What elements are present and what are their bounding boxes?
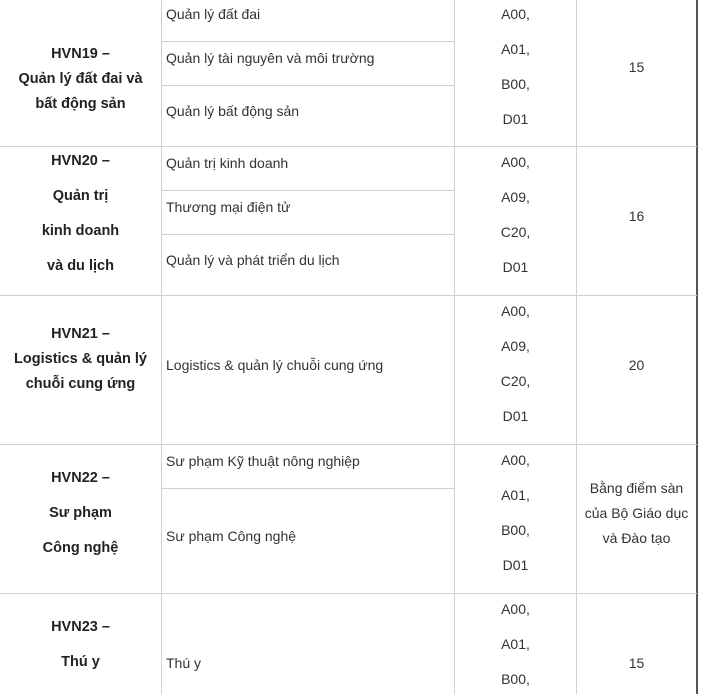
major-name: Quản lý bất động sản: [166, 103, 300, 119]
score-cell: 15: [628, 655, 645, 671]
major-name: Sư phạm Công nghệ: [166, 528, 297, 544]
combo-item: B00,: [501, 671, 530, 687]
major-divider: [162, 85, 454, 86]
program-code: HVN20 –: [51, 153, 110, 169]
combo-item: A01,: [501, 636, 530, 652]
subject-combos: [455, 443, 576, 583]
combo-item: A01,: [501, 41, 530, 57]
combo-item: A09,: [501, 338, 530, 354]
program-name-line: Quản lý đất đai và: [18, 71, 143, 87]
program-code-cell: [0, 144, 161, 284]
combo-item: D01: [502, 259, 529, 275]
subject-combos: [455, 0, 576, 137]
combo-item: C20,: [500, 224, 531, 240]
table-row: [0, 296, 697, 445]
program-code: HVN23 –: [51, 619, 110, 635]
major-name: Quản lý đất đai: [166, 6, 261, 22]
combo-item: A00,: [501, 6, 530, 22]
table-row: [0, 0, 697, 147]
program-name-line: Quản trị: [52, 188, 109, 204]
combo-item: D01: [502, 557, 529, 573]
major-divider: [162, 234, 454, 235]
table-row: [0, 445, 697, 594]
table-row: [0, 147, 697, 296]
score-cell: 16: [628, 208, 645, 224]
combo-item: B00,: [501, 522, 530, 538]
score-line: và Đào tạo: [602, 530, 671, 546]
major-divider: [162, 190, 454, 191]
program-code-cell: [0, 610, 161, 680]
score-cell: [577, 476, 696, 551]
major-name: Thú y: [166, 655, 202, 671]
program-code: HVN19 –: [51, 46, 110, 62]
score-line: Bằng điểm sàn: [589, 480, 684, 496]
major-divider: [162, 488, 454, 489]
combo-item: D01: [502, 111, 529, 127]
major-name: Quản lý tài nguyên và môi trường: [166, 50, 375, 66]
program-name-line: chuỗi cung ứng: [25, 376, 136, 392]
subject-combos: [455, 145, 576, 285]
program-name-line: Logistics & quản lý: [14, 351, 147, 367]
major-name: Thương mại điện tử: [166, 199, 291, 215]
program-name-line: và du lịch: [47, 258, 114, 274]
subject-combos: [455, 294, 576, 434]
program-name-line: Thú y: [61, 654, 100, 670]
program-code: HVN22 –: [51, 470, 110, 486]
combo-item: A01,: [501, 487, 530, 503]
program-code: HVN21 –: [51, 326, 110, 342]
combo-item: A09,: [501, 189, 530, 205]
table-row: [0, 594, 697, 694]
major-name: Sư phạm Kỹ thuật nông nghiệp: [166, 453, 360, 469]
program-name-line: kinh doanh: [41, 223, 120, 239]
major-name: Quản trị kinh doanh: [166, 155, 289, 171]
combo-item: B00,: [501, 76, 530, 92]
combo-item: A00,: [501, 303, 530, 319]
program-name-line: Công nghệ: [42, 540, 119, 556]
major-name: Logistics & quản lý chuỗi cung ứng: [166, 357, 384, 373]
combo-item: A00,: [501, 154, 530, 170]
program-name-line: Sư phạm: [49, 505, 112, 521]
score-line: của Bộ Giáo dục: [584, 505, 689, 521]
combo-item: C20,: [500, 373, 531, 389]
combo-item: A00,: [501, 601, 530, 617]
program-code-cell: [0, 42, 161, 117]
program-name-line: bất động sản: [35, 96, 126, 112]
combo-item: D01: [502, 408, 529, 424]
program-code-cell: [0, 322, 161, 397]
subject-combos: [455, 592, 576, 697]
score-cell: 15: [628, 59, 645, 75]
major-divider: [162, 41, 454, 42]
major-name: Quản lý và phát triển du lịch: [166, 252, 340, 268]
combo-item: A00,: [501, 452, 530, 468]
program-code-cell: [0, 461, 161, 566]
score-cell: 20: [628, 357, 645, 373]
